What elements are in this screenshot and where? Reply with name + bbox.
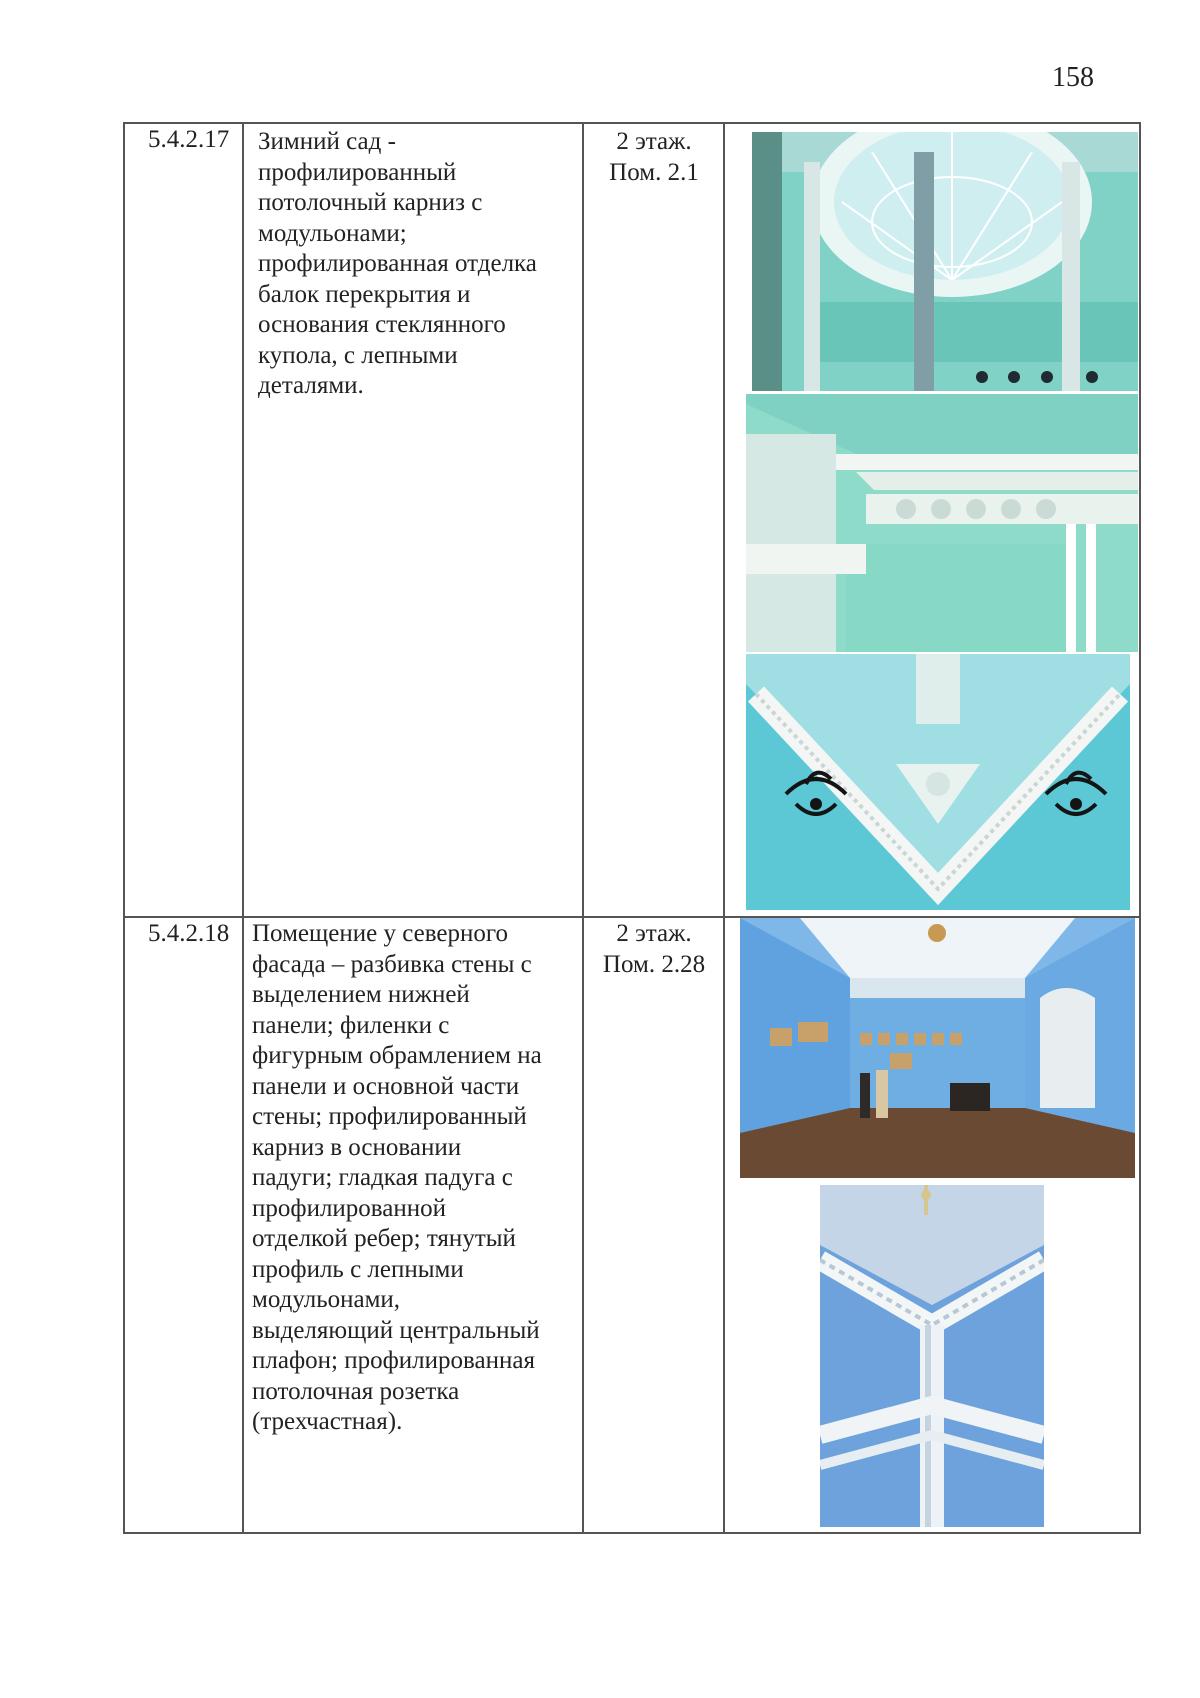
corner-ornament-photo (746, 654, 1130, 910)
row-location: 2 этаж. Пом. 2.1 (609, 128, 699, 186)
table-border-bottom (123, 1532, 1141, 1534)
cornice-detail-photo (746, 394, 1138, 652)
table-border-left (123, 122, 125, 1534)
table-column-divider (723, 122, 725, 1534)
table-border-top (123, 122, 1141, 124)
table-border-right (1139, 122, 1141, 1534)
hall-interior-photo (740, 918, 1135, 1178)
ceiling-corner-photo (820, 1185, 1044, 1527)
page-number: 158 (1052, 62, 1094, 93)
row-description: Зимний сад - профилированный потолочный карниз с модульонами; профилированная отделка балок перекрытия и основания стеклянного купола, с лепными деталями. (258, 128, 537, 399)
row-number: 5.4.2.17 (148, 126, 230, 153)
glass-dome-photo (752, 132, 1138, 391)
row-location: 2 этаж. Пом. 2.28 (602, 920, 706, 978)
row-description: Помещение у северного фасада – разбивка стены с выделением нижней панели; филенки с фигурным обрамлением на панели и основной части стены; профилированный карниз в основании падуги; гладкая падуга с профилированной отделкой ребер; тянутый профиль с лепными модульонами, выделяющий центральный плафон; профилированная потолочная розетка (трехчастная). (252, 920, 542, 1435)
table-column-divider (242, 122, 244, 1534)
table-column-divider (582, 122, 584, 1534)
row-number: 5.4.2.18 (148, 920, 230, 947)
